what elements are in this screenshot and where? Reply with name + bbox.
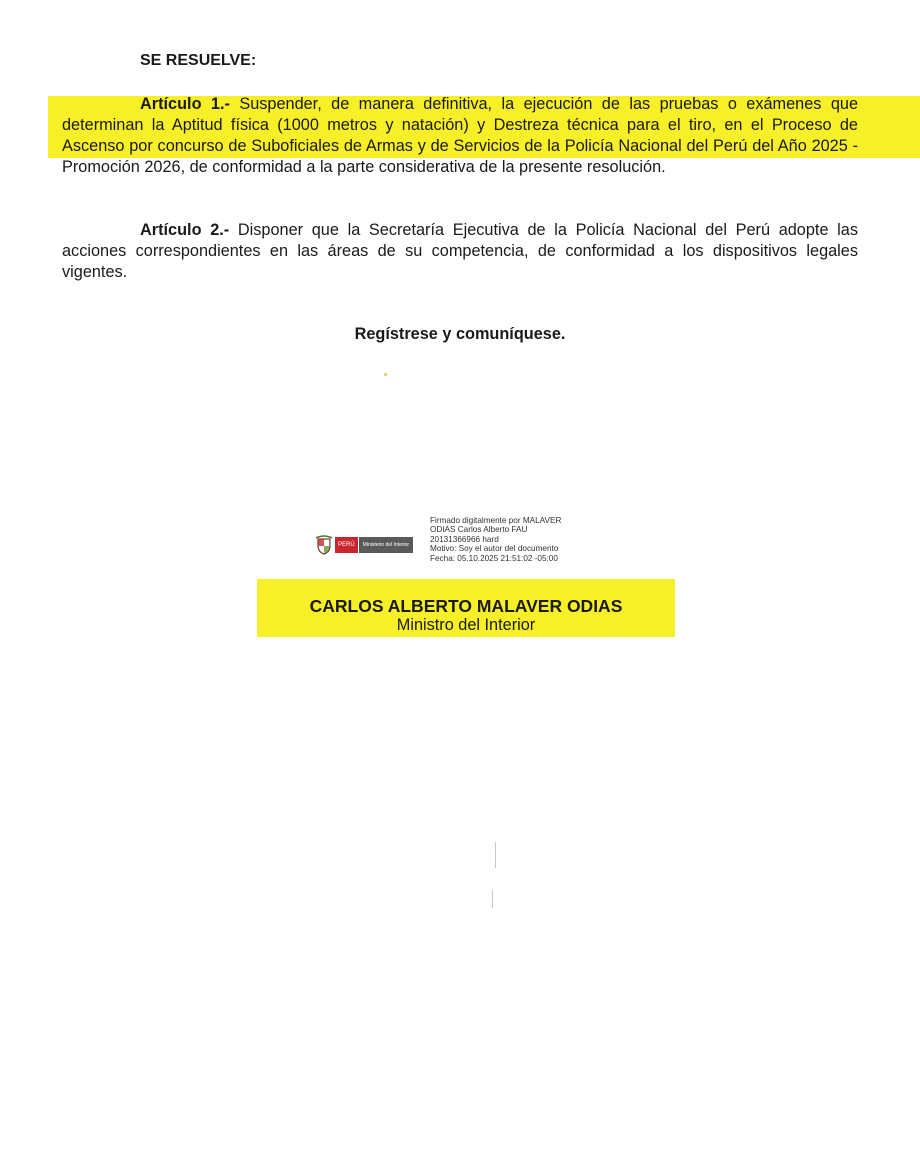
article-1-paragraph	[62, 94, 858, 178]
signature-line: Firmado digitalmente por MALAVER	[430, 516, 562, 525]
signer-title: Ministro del Interior	[396, 616, 536, 634]
article-2-paragraph	[62, 220, 858, 283]
coat-of-arms-icon	[315, 535, 333, 555]
signature-line: Fecha: 05.10.2025 21:51:02 -05:00	[430, 553, 558, 563]
article-2-text: Disponer que la Secretaría Ejecutiva de la Policía Nacional del Perú adopte las acciones correspondientes en las áreas de su competencia, de conformidad a los dispositivos legales vigentes.	[62, 221, 858, 281]
scan-artifact	[492, 890, 493, 908]
article-1-label: Artículo 1.-	[140, 95, 230, 113]
closing-formula: Regístrese y comuníquese.	[354, 325, 566, 343]
signer-name: CARLOS ALBERTO MALAVER ODIAS	[309, 596, 623, 616]
section-heading: SE RESUELVE:	[140, 52, 257, 69]
article-2-label: Artículo 2.-	[140, 221, 230, 239]
signer-block	[257, 579, 675, 637]
ministry-logo	[315, 535, 425, 555]
signature-line: 20131366966 hard	[430, 534, 499, 544]
logo-ministry-box: Ministerio del Interior	[359, 537, 413, 553]
signature-line: ODIAS Carlos Alberto FAU	[430, 525, 528, 535]
logo-country-box: PERÚ	[335, 537, 359, 553]
scan-artifact	[495, 842, 496, 868]
scan-speck	[384, 373, 387, 376]
signature-line: Motivo: Soy el autor del documento	[430, 544, 559, 554]
article-1-text: Suspender, de manera definitiva, la ejecución de las pruebas o exámenes que determinan la Aptitud física (1000 metros y natación) y Destreza técnica para el tiro, en el Proceso de Ascenso por concurso de Suboficiales de Armas y de Servicios de la Policía Nacional del Perú del Año 2025 - Promoción 2026, de conformidad a la parte considerativa de la presente resolución.	[62, 95, 858, 176]
digital-signature-text	[430, 516, 561, 563]
